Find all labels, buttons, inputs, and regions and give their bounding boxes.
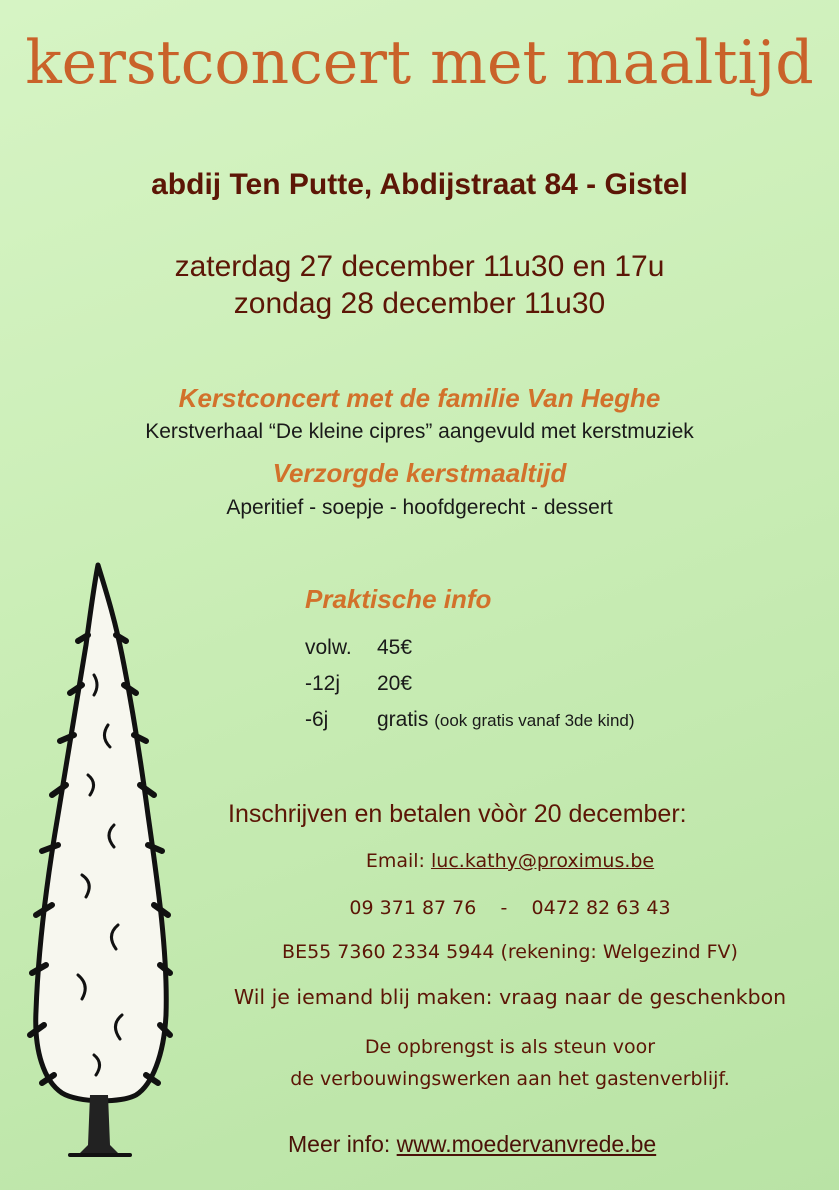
price-value: 20€ (377, 672, 413, 695)
price-value: gratis (377, 708, 429, 731)
price-value: 45€ (377, 636, 413, 659)
registration-heading: Inschrijven en betalen vòòr 20 december: (228, 800, 687, 828)
price-note: (ook gratis vanaf 3de kind) (434, 711, 635, 730)
event-date-saturday: zaterdag 27 december 11u30 en 17u (174, 250, 665, 283)
phone-number-2: 0472 82 63 43 (531, 897, 671, 919)
tree-foliage (36, 565, 167, 1101)
phone-number-1: 09 371 87 76 (349, 897, 477, 919)
page-title: kerstconcert met maaltijd (25, 28, 814, 98)
price-category: -6j (305, 708, 329, 731)
price-row-adult (305, 636, 412, 660)
email-line (190, 850, 830, 872)
website-link[interactable]: www.moedervanvrede.be (396, 1131, 657, 1157)
event-location: abdij Ten Putte, Abdijstraat 84 - Gistel (151, 168, 688, 201)
event-date-sunday: zondag 28 december 11u30 (233, 287, 606, 320)
gift-voucher-note: Wil je iemand blij maken: vraag naar de geschenkbon (233, 985, 787, 1009)
email-label: Email: (365, 850, 425, 872)
price-row-under-12 (305, 672, 412, 696)
proceeds-line-2: de verbouwingswerken aan het gastenverblijf. (290, 1068, 730, 1090)
concert-description: Kerstverhaal “De kleine cipres” aangevuld met kerstmuziek (145, 420, 694, 443)
phone-separator: - (500, 897, 508, 919)
phone-line (190, 897, 830, 919)
concert-heading: Kerstconcert met de familie Van Heghe (178, 383, 661, 413)
meal-heading: Verzorgde kerstmaaltijd (272, 458, 567, 488)
price-category: volw. (305, 636, 352, 659)
tree-trunk (80, 1095, 118, 1153)
email-link[interactable]: luc.kathy@proximus.be (431, 850, 655, 872)
more-info-line (288, 1131, 656, 1158)
cypress-tree-illustration (18, 555, 178, 1165)
price-row-under-6 (305, 708, 635, 732)
more-info-label: Meer info: (288, 1131, 391, 1157)
proceeds-line-1: De opbrengst is als steun voor (364, 1036, 656, 1058)
practical-info-heading: Praktische info (305, 584, 492, 614)
price-category: -12j (305, 672, 341, 695)
bank-account: BE55 7360 2334 5944 (rekening: Welgezind FV) (282, 941, 738, 963)
meal-description: Aperitief - soepje - hoofdgerecht - dessert (226, 496, 613, 519)
